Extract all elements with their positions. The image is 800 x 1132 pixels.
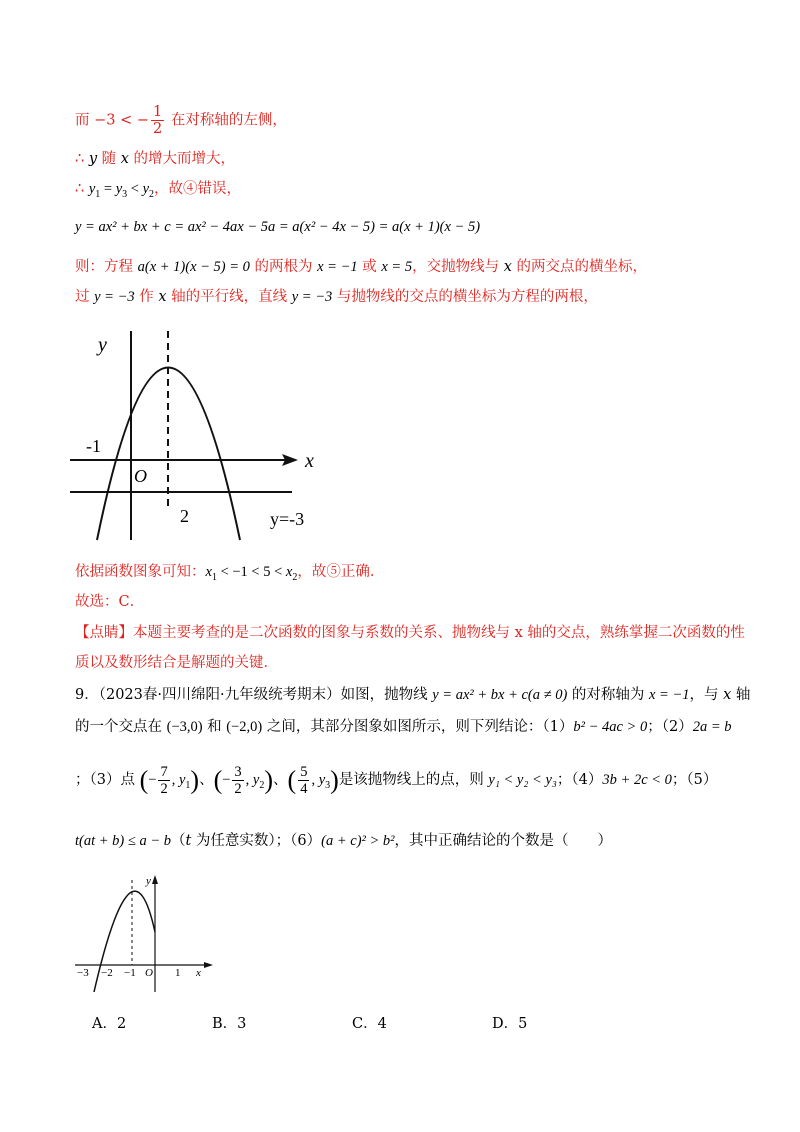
question-line-1: 9．（2023春·四川绵阳·九年级统考期末）如图，抛物线 y = ax² + bx + c(a ≠ 0) 的对称轴为 x = −1，与 x 轴 — [75, 687, 751, 703]
y-minus-3-label: y=-3 — [270, 509, 305, 529]
point-1: (− $\frac{7}{2}$ , $y_1$) — [139, 764, 200, 798]
origin-label: O — [145, 967, 153, 979]
solution-line-4: y = ax² + bx + c = ax² − 4ax − 5a = a(x² − 4x − 5) = a(x + 1)(x − 5) — [75, 219, 481, 235]
question-line-3: ；（3）点 (− $\frac{7}{2}$ , $y_1$)、(− $\frac{3}{2}$ , $y_2$)、( $\frac{5}{4}$ , $y_3$)是该抛物线上的点，则 y₁ < y₂ < y₃；（4）3b + 2c < 0；（5） — [75, 764, 718, 798]
comment-line-2: 质以及数形结合是解题的关键． — [75, 655, 278, 671]
point-3: ( $\frac{5}{4}$ , $y_3$) — [287, 764, 339, 798]
x-axis-arrow — [204, 962, 213, 968]
solution-line-2: ∴ y 随 x 的增大而增大， — [75, 151, 236, 167]
x-axis-label: x — [196, 967, 201, 979]
question-line-2: 的一个交点在 (−3,0) 和 (−2,0) 之间，其部分图象如图所示，则下列结论：（1）b² − 4ac > 0；（2）2a = b — [75, 719, 732, 735]
tick-two-label: 2 — [180, 506, 189, 526]
question-line-4: t(at + b) ≤ a − b（t 为任意实数）；（6）(a + c)² > b²，其中正确结论的个数是（ ） — [75, 833, 613, 849]
tick-minus-1: −1 — [124, 967, 136, 979]
solution-line-6: 过 y = −3 作 x 轴的平行线，直线 y = −3 与抛物线的交点的横坐标为方程的两根， — [75, 289, 598, 305]
solution-line-7: 依据函数图象可知：$x_1 < -1 < 5 < x_2$，故⑤正确． — [75, 564, 385, 583]
fraction: $\frac{1}{2}$ — [153, 104, 163, 137]
origin-label: O — [134, 466, 147, 486]
option-c[interactable]: C．4 — [352, 1016, 387, 1032]
solution-line-5: 则：方程 a(x + 1)(x − 5) = 0 的两根为 x = −1 或 x = 5，交抛物线与 x 的两交点的横坐标， — [75, 259, 647, 275]
tick-1: 1 — [175, 967, 181, 979]
y-axis-label: y — [146, 875, 151, 887]
minus-one-label: -1 — [86, 436, 101, 456]
point-2: (− $\frac{3}{2}$ , $y_2$) — [213, 764, 274, 798]
parabola-graph-1 — [70, 325, 330, 545]
solution-line-1: 而 −3 < − $\frac{1}{2}$ 在对称轴的左侧， — [75, 104, 287, 137]
tick-minus-2: −2 — [101, 967, 113, 979]
parabola-graph-2 — [70, 872, 220, 997]
option-b[interactable]: B．3 — [212, 1016, 247, 1032]
y-axis-label: y — [98, 334, 107, 356]
option-d[interactable]: D．5 — [492, 1016, 528, 1032]
comment-line-1: 【点睛】本题主要考查的是二次函数的图象与系数的关系、抛物线与 x 轴的交点，熟练掌握二次函数的性 — [75, 625, 745, 641]
option-a[interactable]: A．2 — [92, 1016, 127, 1032]
tick-minus-3: −3 — [77, 967, 89, 979]
y-axis-arrow — [152, 875, 158, 884]
solution-line-3: ∴ $y_1 = y_3 < y_2$，故④错误， — [75, 181, 242, 200]
x-axis-label: x — [305, 450, 314, 472]
solution-line-8: 故选：C． — [75, 594, 145, 610]
